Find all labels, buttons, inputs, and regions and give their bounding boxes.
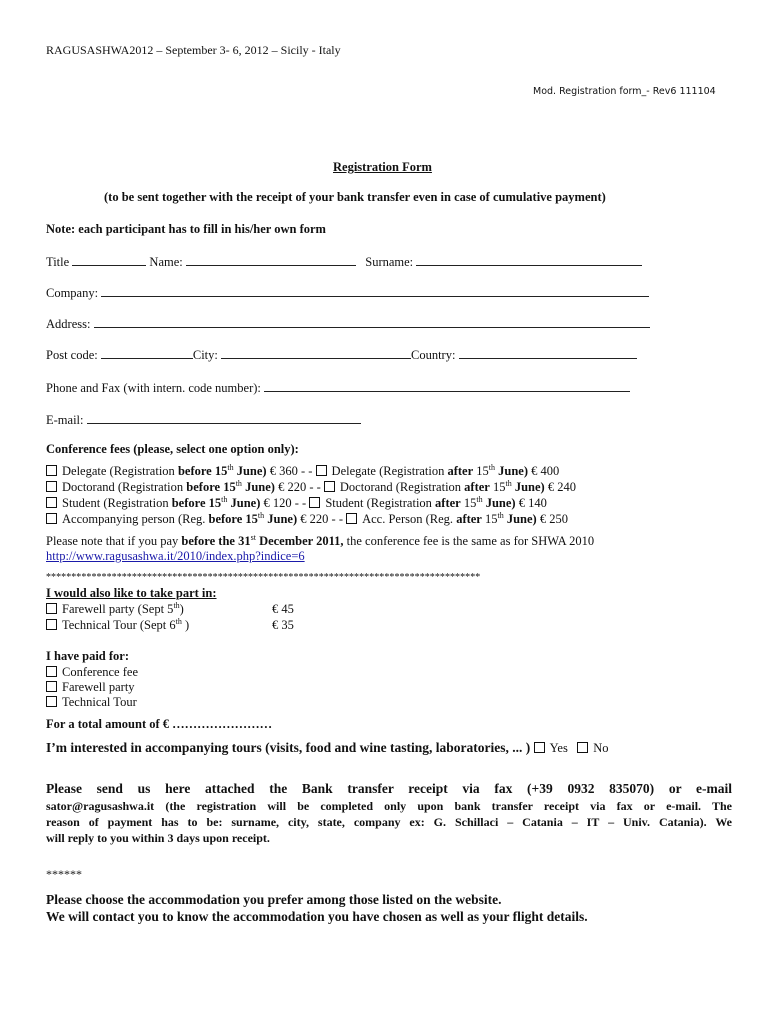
closing-line-2: We will contact you to know the accommodation you have chosen as well as your flight details. — [46, 909, 588, 924]
send-line-4: will reply to you within 3 days upon receipt. — [46, 831, 270, 845]
paid-heading: I have paid for: — [46, 649, 129, 663]
fee-before-month: June) — [264, 512, 298, 526]
fee-row — [46, 480, 576, 495]
fee-before-deadline: before 15 — [171, 496, 222, 510]
email-label: E-mail: — [46, 413, 84, 427]
fee-after-word: after — [464, 480, 490, 494]
tours-yes-label: Yes — [549, 741, 568, 755]
paid-option-row — [46, 665, 138, 680]
fee-before-label: Delegate (Registration — [62, 464, 178, 478]
address-label: Address: — [46, 317, 91, 331]
fee-after-word: after — [447, 464, 474, 478]
fee-before-sup: th — [221, 495, 228, 504]
fee-before-price: € 220 - - — [274, 480, 324, 494]
separator-stars: ************************************************************************************** — [46, 572, 481, 583]
postcode-city-country-row — [46, 346, 637, 363]
fee-before-deadline: before 15 — [177, 464, 228, 478]
title-name-surname-row — [46, 253, 642, 270]
email-row — [46, 411, 361, 428]
surname-field[interactable] — [416, 253, 642, 266]
fee-after-month: June) — [511, 480, 545, 494]
send-line-2: sator@ragusashwa.it (the registration will be completed only upon bank transfer receipt via fax or e-mail. The — [46, 799, 732, 813]
paid-option-row — [46, 695, 137, 710]
fee-after-sup: th — [476, 495, 483, 504]
fee-row — [46, 512, 568, 527]
city-field[interactable] — [221, 346, 411, 359]
extra-option-close: ) — [181, 618, 190, 632]
form-note: Note: each participant has to fill in his/her own form — [46, 222, 326, 236]
fee-before-price: € 120 - - — [260, 496, 310, 510]
extra-option-row — [46, 618, 346, 633]
fee-before-deadline: before 15 — [186, 480, 236, 494]
fee-before-checkbox[interactable] — [46, 465, 57, 476]
address-field[interactable] — [94, 315, 650, 328]
fee-before-price: € 220 - - — [297, 512, 347, 526]
fee-after-price: € 400 — [528, 464, 560, 478]
extra-option-checkbox[interactable] — [46, 619, 57, 630]
fee-after-label: Delegate (Registration — [331, 464, 448, 478]
fee-after-sup: th — [488, 463, 496, 472]
fee-before-sup: th — [235, 479, 242, 488]
fee-before-label: Accompanying person (Reg. — [62, 512, 209, 526]
paid-option-checkbox[interactable] — [46, 666, 57, 677]
phone-field[interactable] — [264, 379, 630, 392]
fee-after-month: June) — [482, 496, 516, 510]
fee-after-month: June) — [495, 464, 529, 478]
company-field[interactable] — [101, 284, 649, 297]
paid-option-label: Technical Tour — [62, 695, 137, 709]
fee-after-checkbox[interactable] — [309, 497, 320, 508]
fee-after-day: 15 — [460, 496, 477, 510]
paid-option-row — [46, 680, 135, 695]
closing-stars: ****** — [46, 867, 82, 881]
fee-after-sup: th — [497, 511, 504, 520]
form-revision: Mod. Registration form_- Rev6 111104 — [533, 86, 716, 97]
postcode-label: Post code: — [46, 348, 98, 362]
phone-label: Phone and Fax (with intern. code number): — [46, 381, 261, 395]
country-field[interactable] — [459, 346, 637, 359]
tours-question: I’m interested in accompanying tours (visits, food and wine tasting, laboratories, ... ) — [46, 740, 531, 755]
fee-before-checkbox[interactable] — [46, 513, 57, 524]
event-header: RAGUSASHWA2012 – September 3- 6, 2012 – Sicily - Italy — [46, 43, 341, 57]
fee-before-label: Doctorand (Registration — [62, 480, 187, 494]
fee-before-label: Student (Registration — [62, 496, 172, 510]
fee-before-checkbox[interactable] — [46, 481, 57, 492]
tours-row — [46, 740, 608, 756]
fee-after-sup: th — [505, 479, 512, 488]
fee-row — [46, 496, 547, 511]
email-field[interactable] — [87, 411, 361, 424]
fees-note: Please note that if you pay before the 31st December 2011, the conference fee is the same as for SHWA 2010 — [46, 533, 595, 548]
paid-option-label: Conference fee — [62, 665, 138, 679]
fee-after-price: € 240 — [544, 480, 576, 494]
surname-label: Surname: — [365, 255, 414, 269]
fee-after-day: 15 — [481, 512, 498, 526]
fee-after-price: € 140 — [515, 496, 547, 510]
extra-option-sup: th — [173, 601, 180, 610]
address-row — [46, 315, 650, 332]
fee-before-month: June) — [227, 496, 261, 510]
fee-before-month: June) — [241, 480, 275, 494]
fee-after-label: Doctorand (Registration — [339, 480, 465, 494]
fee-after-checkbox[interactable] — [324, 481, 335, 492]
closing-line-1: Please choose the accommodation you prefer among those listed on the website. — [46, 892, 502, 907]
fee-after-checkbox[interactable] — [346, 513, 357, 524]
extra-option-label: Farewell party (Sept 5 — [62, 602, 174, 616]
fee-after-word: after — [435, 496, 461, 510]
fee-row — [46, 464, 559, 479]
extra-option-row — [46, 602, 346, 617]
fee-before-checkbox[interactable] — [46, 497, 57, 508]
city-label: City: — [192, 348, 218, 362]
paid-option-label: Farewell party — [62, 680, 135, 694]
phone-row — [46, 379, 630, 396]
postcode-field[interactable] — [101, 346, 193, 359]
send-line-3: reason of payment has to be: surname, city, state, company ex: G. Schillaci – Catania – IT – Univ. Catania). We — [46, 815, 732, 829]
fee-after-day: 15 — [473, 464, 489, 478]
tours-yes-checkbox[interactable] — [534, 742, 545, 753]
fee-after-month: June) — [503, 512, 537, 526]
company-label: Company: — [46, 286, 99, 300]
paid-option-checkbox[interactable] — [46, 681, 57, 692]
extra-option-price: € 35 — [272, 618, 294, 632]
extra-option-close: ) — [179, 602, 184, 616]
fee-after-label: Student (Registration — [325, 496, 436, 510]
fee-before-sup: th — [257, 511, 265, 520]
send-line-1: Please send us here attached the Bank transfer receipt via fax (+39 0932 835070) or e-mail — [46, 781, 732, 796]
fee-after-word: after — [456, 512, 482, 526]
fee-before-price: € 360 - - — [266, 464, 316, 478]
extra-option-checkbox[interactable] — [46, 603, 57, 614]
extras-heading: I would also like to take part in: — [46, 586, 217, 600]
fee-after-price: € 250 — [536, 512, 568, 526]
fee-after-day: 15 — [489, 480, 506, 494]
fee-before-deadline: before 15 — [208, 512, 258, 526]
fees-heading: Conference fees (please, select one option only): — [46, 442, 299, 456]
company-row — [46, 284, 649, 301]
fee-before-month: June) — [233, 464, 267, 478]
fee-after-label: Acc. Person (Reg. — [362, 512, 457, 526]
country-label: Country: — [411, 348, 456, 362]
paid-option-checkbox[interactable] — [46, 696, 57, 707]
extra-option-sup: th — [175, 617, 182, 626]
tours-no-label: No — [593, 741, 609, 755]
fee-after-checkbox[interactable] — [316, 465, 327, 476]
form-title: Registration Form — [333, 160, 432, 174]
total-amount: For a total amount of € …………………… — [46, 717, 273, 731]
form-subtitle: (to be sent together with the receipt of your bank transfer even in case of cumulative payment) — [104, 190, 606, 204]
name-label: Name: — [149, 255, 183, 269]
shwa2010-link[interactable]: http://www.ragusashwa.it/2010/index.php?indice=6 — [46, 549, 305, 563]
title-field[interactable] — [72, 253, 146, 266]
fee-before-sup: th — [227, 463, 234, 472]
extra-option-label: Technical Tour (Sept 6 — [62, 618, 176, 632]
title-label: Title — [46, 255, 70, 269]
name-field[interactable] — [186, 253, 356, 266]
tours-no-checkbox[interactable] — [577, 742, 588, 753]
extra-option-price: € 45 — [272, 602, 294, 616]
